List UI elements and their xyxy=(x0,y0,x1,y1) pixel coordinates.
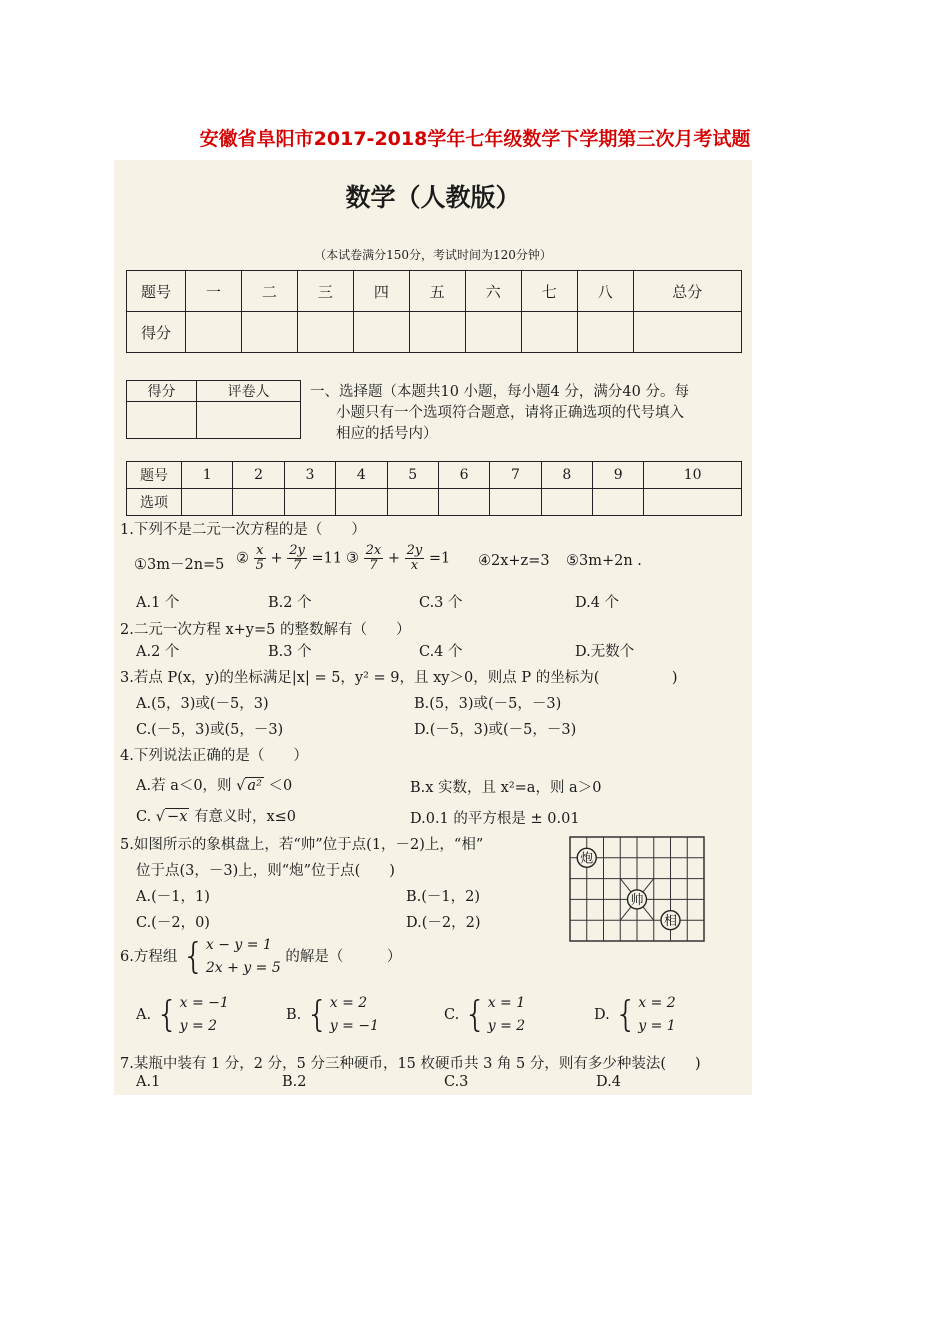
score-blank xyxy=(633,312,741,353)
brace-icon: { xyxy=(614,994,638,1035)
q5-stem-line1: 5.如图所示的象棋盘上，若“帅”位于点(1，－2)上，“相” xyxy=(120,837,484,853)
exam-note: （本试卷满分150分，考试时间为120分钟） xyxy=(314,248,552,262)
q4-choice-a xyxy=(136,774,292,795)
q7-stem: 7.某瓶中装有 1 分，2 分，5 分三种硬币，15 枚硬币共 3 角 5 分，则有多少种装法( ) xyxy=(120,1056,701,1072)
equation-rhs: =11 xyxy=(311,550,343,567)
shuai-label: 帅 xyxy=(630,893,644,909)
brace-icon: { xyxy=(463,994,487,1035)
q6-choice-d xyxy=(594,992,676,1038)
q4-choice-c-text: 有意义时，x≤0 xyxy=(193,809,297,825)
brace-icon: { xyxy=(305,994,329,1035)
section1-instructions-line3: 相应的括号内） xyxy=(336,426,438,442)
answer-blank xyxy=(336,489,387,516)
answer-blank xyxy=(182,489,233,516)
answer-table-cell: 4 xyxy=(336,462,387,489)
q5-choice-c: C.(－2，0) xyxy=(136,915,210,931)
scanned-exam-page xyxy=(114,160,752,1095)
score-table-cell: 五 xyxy=(409,271,465,312)
q5-choice-a: A.(－1，1) xyxy=(136,889,210,905)
answer-table-cell: 6 xyxy=(438,462,489,489)
score-table xyxy=(126,270,742,353)
q1-option-1: ①3m－2n=5 xyxy=(134,557,225,573)
q3-choice-d: D.(－5，3)或(－5，－3) xyxy=(414,722,577,738)
q5-choice-d: D.(－2，2) xyxy=(406,915,481,931)
q1-option-5: ⑤3m+2n . xyxy=(566,553,642,569)
answer-blank xyxy=(644,489,742,516)
chessboard-figure xyxy=(566,833,708,945)
grader-blank xyxy=(127,402,197,439)
q6-choice-a xyxy=(136,992,229,1038)
q6-stem-pre: 6.方程组 xyxy=(120,949,178,965)
solution-x: x = 2 xyxy=(638,995,676,1011)
q1-choice-a: A.1 个 xyxy=(136,595,180,611)
answer-table-option-row xyxy=(127,489,742,516)
radicand: −x xyxy=(167,809,188,825)
solution-x: x = 1 xyxy=(487,995,526,1011)
answer-table-cell: 1 xyxy=(182,462,233,489)
answer-table xyxy=(126,461,742,516)
q4-choice-d: D.0.1 的平方根是 ± 0.01 xyxy=(410,811,580,827)
q1-option-3-label: ③ xyxy=(346,550,359,567)
answer-table-cell: 选项 xyxy=(127,489,182,516)
choice-label: D. xyxy=(594,1007,610,1023)
plus-sign: + xyxy=(387,550,400,567)
choice-label: C. xyxy=(444,1007,460,1023)
q1-stem: 1.下列不是二元一次方程的是（ ） xyxy=(120,522,366,538)
score-blank xyxy=(353,312,409,353)
answer-blank xyxy=(233,489,284,516)
answer-blank xyxy=(284,489,335,516)
q3-choice-a: A.(5，3)或(－5，3) xyxy=(136,696,269,712)
q2-choice-b: B.3 个 xyxy=(268,644,312,660)
score-table-score-row xyxy=(127,312,742,353)
equation-2: 2x + y = 5 xyxy=(205,960,281,976)
solution-x: x = 2 xyxy=(329,995,368,1011)
q4-choice-b: B.x 实数，且 x²=a，则 a＞0 xyxy=(410,780,602,796)
numerator: 2x xyxy=(365,543,382,558)
score-table-cell: 四 xyxy=(353,271,409,312)
denominator: x xyxy=(410,558,419,573)
fraction xyxy=(254,544,266,573)
q6-choice-c xyxy=(444,992,525,1038)
answer-table-cell: 10 xyxy=(644,462,742,489)
answer-table-cell: 3 xyxy=(284,462,335,489)
score-table-cell: 三 xyxy=(297,271,353,312)
q1-option-2 xyxy=(236,544,342,573)
q4-stem: 4.下列说法正确的是（ ） xyxy=(120,748,308,764)
choice-label: B. xyxy=(286,1007,302,1023)
xiang-piece xyxy=(661,911,680,930)
solution-y: y = 1 xyxy=(638,1018,676,1034)
score-table-cell: 八 xyxy=(577,271,633,312)
answer-table-cell: 8 xyxy=(541,462,592,489)
fraction xyxy=(364,544,384,573)
score-blank xyxy=(297,312,353,353)
answer-table-cell: 2 xyxy=(233,462,284,489)
answer-table-cell: 题号 xyxy=(127,462,182,489)
q3-stem: 3.若点 P(x，y)的坐标满足|x| = 5，y² = 9，且 xy＞0，则点 P 的坐标为( ) xyxy=(120,670,678,686)
grader-box-header: 评卷人 xyxy=(197,381,301,402)
score-table-cell: 二 xyxy=(241,271,297,312)
radicand: a² xyxy=(247,778,262,794)
q3-choice-b: B.(5，3)或(－5，－3) xyxy=(414,696,562,712)
score-table-cell: 一 xyxy=(186,271,242,312)
answer-table-cell: 5 xyxy=(387,462,438,489)
q5-choice-b: B.(－1，2) xyxy=(406,889,481,905)
plus-sign: + xyxy=(270,550,283,567)
answer-blank xyxy=(490,489,541,516)
score-table-header-row xyxy=(127,271,742,312)
answer-blank xyxy=(387,489,438,516)
q2-choice-c: C.4 个 xyxy=(419,644,463,660)
exam-title: 数学（人教版） xyxy=(345,183,521,212)
pao-piece xyxy=(577,848,596,867)
equation-rhs: =1 xyxy=(428,550,451,567)
shuai-piece xyxy=(628,890,647,909)
score-blank xyxy=(409,312,465,353)
xiang-label: 相 xyxy=(663,913,678,929)
answer-table-cell: 7 xyxy=(490,462,541,489)
q2-choice-a: A.2 个 xyxy=(136,644,180,660)
q4-choice-a-text: A.若 a＜0，则 xyxy=(136,778,232,794)
q1-choice-b: B.2 个 xyxy=(268,595,312,611)
q7-choice-c: C.3 xyxy=(444,1074,469,1090)
score-table-cell: 题号 xyxy=(127,271,186,312)
score-table-cell: 七 xyxy=(521,271,577,312)
score-blank xyxy=(186,312,242,353)
q7-choice-a: A.1 xyxy=(136,1074,161,1090)
equation-system xyxy=(182,934,281,980)
q4-choice-c-label: C. xyxy=(136,809,152,825)
score-table-cell: 总分 xyxy=(633,271,741,312)
q1-option-3 xyxy=(346,544,450,573)
answer-blank xyxy=(438,489,489,516)
q4-choice-c xyxy=(136,805,296,826)
choice-label: A. xyxy=(136,1007,152,1023)
q7-choice-b: B.2 xyxy=(282,1074,307,1090)
score-blank xyxy=(465,312,521,353)
q6-choice-b xyxy=(286,992,379,1038)
q2-choice-d: D.无数个 xyxy=(575,644,635,660)
denominator: 7 xyxy=(369,558,378,573)
q6-stem-post: 的解是（ ） xyxy=(285,949,402,965)
score-blank xyxy=(521,312,577,353)
answer-table-cell: 9 xyxy=(593,462,644,489)
q4-choice-a-tail: ＜0 xyxy=(268,778,293,794)
q3-choice-c: C.(－5，3)或(5，－3) xyxy=(136,722,284,738)
numerator: x xyxy=(254,544,266,559)
score-blank xyxy=(241,312,297,353)
score-table-cell: 得分 xyxy=(127,312,186,353)
answer-blank xyxy=(593,489,644,516)
grader-box xyxy=(126,380,301,439)
score-blank xyxy=(577,312,633,353)
document-title: 安徽省阜阳市2017-2018学年七年级数学下学期第三次月考试题 xyxy=(199,128,751,150)
brace-icon: { xyxy=(155,994,179,1035)
numerator: 2y xyxy=(289,543,305,558)
fraction xyxy=(287,544,307,573)
score-table-cell: 六 xyxy=(465,271,521,312)
q6-stem xyxy=(120,934,401,980)
grader-box-header: 得分 xyxy=(127,381,197,402)
q2-stem: 2.二元一次方程 x+y=5 的整数解有（ ） xyxy=(120,622,411,638)
square-root: √ −x xyxy=(155,809,188,825)
q1-option-2-label: ② xyxy=(236,550,249,567)
q1-option-4: ④2x+z=3 xyxy=(478,553,550,569)
numerator: 2y xyxy=(406,543,423,558)
q5-stem-line2: 位于点(3，－3)上，则“炮”位于点( ) xyxy=(136,863,395,879)
pao-label: 炮 xyxy=(580,851,594,867)
section1-instructions-line2: 小题只有一个选项符合题意，请将正确选项的代号填入 xyxy=(336,405,684,421)
q1-choice-d: D.4 个 xyxy=(575,595,620,611)
fraction xyxy=(405,544,425,573)
equation-1: x − y = 1 xyxy=(205,937,272,953)
q7-choice-d: D.4 xyxy=(596,1074,621,1090)
q1-choice-c: C.3 个 xyxy=(419,595,463,611)
answer-table-header-row xyxy=(127,462,742,489)
denominator: 7 xyxy=(292,558,302,573)
answer-blank xyxy=(541,489,592,516)
solution-x: x = −1 xyxy=(179,995,229,1011)
square-root: √ a² xyxy=(236,778,262,794)
section1-instructions-line1: 一、选择题（本题共10 小题，每小题4 分，满分40 分。每 xyxy=(310,384,689,400)
solution-y: y = 2 xyxy=(487,1018,526,1034)
grader-blank xyxy=(197,402,301,439)
solution-y: y = 2 xyxy=(179,1018,218,1034)
brace-icon: { xyxy=(181,936,205,977)
solution-y: y = −1 xyxy=(329,1018,379,1034)
denominator: 5 xyxy=(255,558,264,573)
